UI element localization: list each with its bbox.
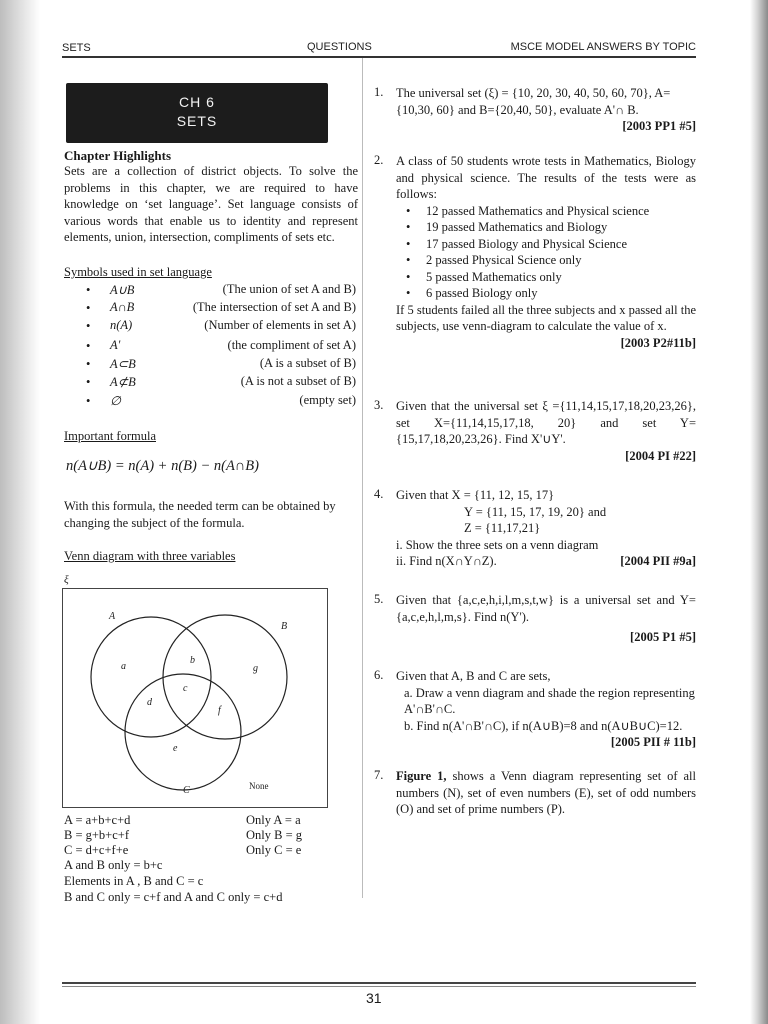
question-text: Given that the universal set ξ ={11,14,15,17,18,20,23,26}, set X={11,14,15,17,18, 20} and set Y={15,17,18,20,23,26}. Find X'∪Y'. (396, 399, 696, 446)
question-2 (396, 153, 696, 351)
scan-shadow-left (0, 0, 40, 1024)
list-item: • 2 passed Physical Science only (396, 252, 696, 269)
label-d: d (147, 697, 152, 708)
question-followup (396, 302, 696, 350)
part-ii: ii. Find n(X∩Y∩Z). (396, 554, 497, 568)
header-right: MSCE MODEL ANSWERS BY TOPIC (510, 41, 696, 53)
symbol-desc: (A is a subset of B) (259, 356, 356, 370)
eq-line: Elements in A , B and C = c (64, 874, 204, 888)
eq-left: C = d+c+f+e (64, 843, 129, 857)
header-center: QUESTIONS (307, 41, 372, 53)
venn-title: Venn diagram with three variables (64, 549, 236, 563)
question-number: 2. (374, 153, 384, 167)
symbol-row: • A∪B (The union of set A and B) (86, 282, 356, 297)
question-1 (396, 85, 696, 135)
symbol: ∅ (110, 394, 121, 408)
question-ref: [2004 PI #22] (625, 448, 696, 463)
symbol-desc: (The union of set A and B) (222, 282, 356, 296)
part-b: b. Find n(A'∩B'∩C), if n(A∪B)=8 and n(A∪B∪C)=12. (404, 718, 683, 733)
question-number: 4. (374, 487, 384, 501)
eq-right: Only B = g (246, 828, 303, 842)
chapter-number: CH 6 (179, 94, 215, 110)
symbol-desc: (empty set) (299, 393, 356, 407)
circle-b (163, 615, 287, 739)
formula-title: Important formula (64, 429, 156, 443)
question-text: The universal set (ξ) = {10, 20, 30, 40, 50, 60, 70}, A={10,30, 60} and B={20,40, 50}, evaluate A'∩ B. (396, 86, 671, 117)
part-ii-row (396, 553, 696, 570)
symbol-row: • A∩B (The intersection of set A and B) (86, 300, 356, 315)
venn-svg (63, 589, 327, 807)
part-a: a. Draw a venn diagram and shade the region representing A'∩B'∩C. (404, 685, 695, 716)
list-item: • 17 passed Biology and Physical Science (396, 236, 696, 253)
footer-rule-thin (62, 986, 696, 987)
question-number: 1. (374, 85, 384, 99)
question-6 (396, 668, 696, 751)
chapter-title: SETS (176, 113, 218, 129)
question-ref: [2003 PP1 #5] (622, 119, 696, 133)
label-a: a (121, 661, 126, 672)
label-c: c (183, 683, 188, 694)
question-ref: [2005 PII # 11b] (610, 735, 696, 749)
question-number: 6. (374, 668, 384, 682)
question-text: shows a Venn diagram representing set of all numbers (N), set of even numbers (E), set of odd numbers (O) and set of prime numbers (P). (396, 769, 697, 816)
eq-right: Only A = a (246, 813, 301, 827)
symbol-row: • ∅ (empty set) (86, 393, 356, 408)
question-number: 7. (374, 768, 384, 782)
page-header (62, 40, 696, 56)
header-left: SETS (62, 42, 91, 54)
chapter-title-box (66, 83, 328, 143)
header-rule (62, 56, 696, 58)
set-formula: n(A∪B) = n(A) + n(B) − n(A∩B) (66, 458, 259, 474)
question-ref: [2003 P2#11b] (620, 335, 696, 350)
label-b: b (190, 655, 195, 666)
label-B: B (281, 621, 288, 632)
venn-diagram (62, 588, 328, 808)
venn-xi-label: ξ (64, 574, 69, 586)
symbol-row: • A' (the compliment of set A) (86, 338, 356, 353)
symbol-row: • A⊂B (A is a subset of B) (86, 356, 356, 371)
symbol: A⊄B (110, 375, 136, 389)
question-ref: [2004 PII #9a] (620, 554, 696, 568)
label-e: e (173, 743, 178, 754)
symbol: A∩B (110, 300, 135, 314)
set-z: Z = {11,17,21} (464, 521, 541, 535)
scan-shadow-right (750, 0, 768, 1024)
symbol-row: • n(A) (Number of elements in set A) (86, 318, 356, 333)
symbol: A∪B (110, 283, 135, 297)
symbol-desc: (The intersection of set A and B) (192, 300, 356, 314)
symbol-desc: (the compliment of set A) (227, 338, 356, 352)
question-text: A class of 50 students wrote tests in Mathematics, Biology and physical science. The results of the tests were as follows: (396, 154, 696, 201)
symbol: A' (110, 338, 121, 352)
question-followup-text: If 5 students failed all the three subjects and x passed all the subjects, use venn-diagram to calculate the value of x. (396, 302, 696, 333)
highlights-title: Chapter Highlights (64, 148, 172, 163)
question-number: 5. (374, 592, 384, 606)
label-C: C (183, 785, 190, 796)
symbol-row: • A⊄B (A is not a subset of B) (86, 374, 356, 389)
question-5 (396, 592, 696, 646)
eq-right: Only C = e (246, 843, 302, 857)
intro-paragraph: Sets are a collection of district objects. To solve the problems in this chapter, we are required to have knowledge on ‘set language’. Set language consists of various words that enable us to identity and represent elements, union, intersection, compliments of sets etc. (64, 164, 358, 244)
symbol-desc: (Number of elements in set A) (204, 318, 356, 332)
part-i: i. Show the three sets on a venn diagram (396, 537, 599, 552)
question-4 (396, 487, 696, 570)
list-item: • 12 passed Mathematics and Physical science (396, 203, 696, 220)
circle-a (91, 617, 211, 737)
figure-ref: Figure 1, (396, 769, 447, 783)
question-ref: [2005 P1 #5] (630, 630, 696, 644)
eq-line: A and B only = b+c (64, 858, 163, 872)
page-number: 31 (366, 990, 382, 1006)
label-A: A (109, 611, 116, 622)
question-text: Given that {a,c,e,h,i,l,m,s,t,w} is a universal set and Y={a,c,e,h,l,m,s}. Find n(Y'). (396, 593, 696, 624)
list-item: • 19 passed Mathematics and Biology (396, 219, 696, 236)
list-item: • 5 passed Mathematics only (396, 269, 696, 286)
column-divider (362, 58, 363, 898)
label-none: None (249, 781, 269, 791)
footer-rule (62, 982, 696, 984)
label-f: f (218, 705, 221, 716)
formula-note: With this formula, the needed term can be obtained by changing the subject of the formula. (64, 499, 336, 530)
symbol: n(A) (110, 318, 133, 332)
list-item: • 6 passed Biology only (396, 285, 696, 302)
set-y: Y = {11, 15, 17, 19, 20} and (464, 504, 607, 519)
symbols-title: Symbols used in set language (64, 265, 212, 279)
question-text: Given that A, B and C are sets, (396, 669, 551, 683)
set-x: Given that X = {11, 12, 15, 17} (396, 488, 555, 502)
eq-left: B = g+b+c+f (64, 828, 129, 842)
eq-left: A = a+b+c+d (64, 813, 131, 827)
label-g: g (253, 663, 258, 674)
question-3 (396, 398, 696, 464)
eq-line: B and C only = c+f and A and C only = c+d (64, 890, 283, 904)
symbol: A⊂B (110, 357, 136, 371)
question-7 (396, 768, 696, 818)
symbol-desc: (A is not a subset of B) (240, 374, 356, 388)
question-number: 3. (374, 398, 384, 412)
